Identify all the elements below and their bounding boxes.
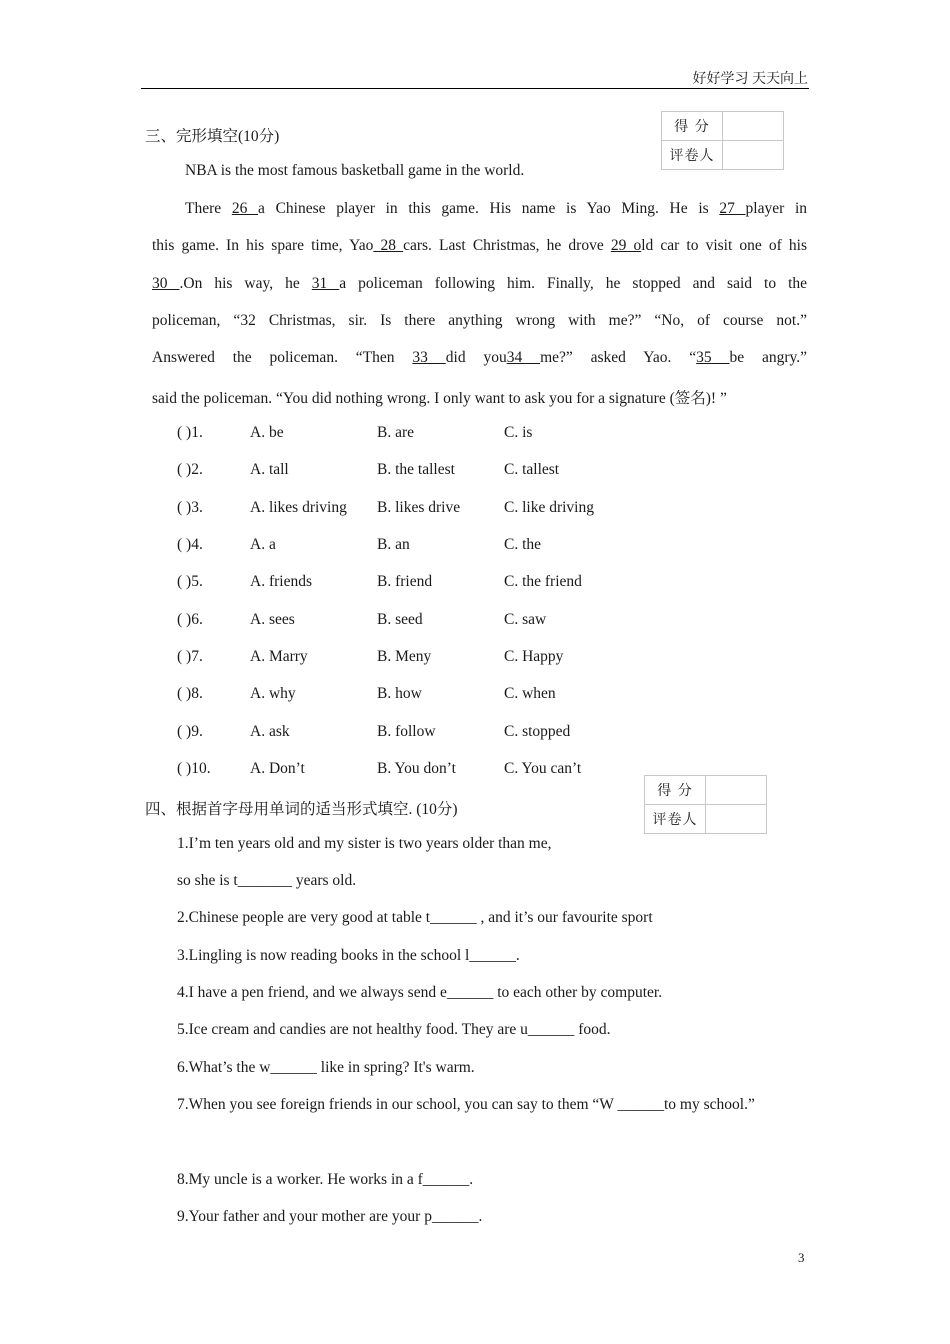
passage-line-3: 30 .On his way, he 31 a policeman following him. Finally, he stopped and said to the [152,275,808,292]
fill-in-item: 2.Chinese people are very good at table t______ , and it’s our favourite sport [177,909,653,926]
option-b: B. how [377,685,422,702]
fill-in-item: 4.I have a pen friend, and we always send e______ to each other by computer. [177,984,663,1001]
score-box-section4 [644,775,767,834]
option-c: C. like driving [504,499,594,516]
option-b: B. seed [377,611,423,628]
option-b: B. likes drive [377,499,461,516]
answer-blank[interactable]: ( )3. [177,499,203,516]
option-a: A. likes driving [250,499,347,516]
answer-blank[interactable]: ( )1. [177,424,203,441]
option-b: B. are [377,424,415,441]
answer-blank[interactable]: ( )5. [177,573,203,590]
option-a: A. a [250,536,276,553]
answer-blank[interactable]: ( )9. [177,723,203,740]
option-c: C. saw [504,611,547,628]
answer-blank[interactable]: ( )4. [177,536,203,553]
option-c: C. You can’t [504,760,582,777]
passage-line-1: There 26 a Chinese player in this game. His name is Yao Ming. He is 27 player in [185,200,807,217]
option-b: B. an [377,536,410,553]
answer-blank[interactable]: ( )8. [177,685,203,702]
section3-intro: NBA is the most famous basketball game in the world. [185,162,525,179]
answer-blank[interactable]: ( )10. [177,760,211,777]
passage-line-2: this game. In his spare time, Yao 28 cars. Last Christmas, he drove 29 old car to visit one of his [152,237,807,254]
option-c: C. Happy [504,648,564,665]
option-a: A. be [250,424,284,441]
option-b: B. follow [377,723,436,740]
option-b: B. Meny [377,648,432,665]
option-a: A. sees [250,611,295,628]
score-cell[interactable] [723,112,784,141]
page-number: 3 [798,1250,805,1265]
section4-title: 四、根据首字母用单词的适当形式填空. (10分) [145,801,458,818]
passage-line-4: policeman, “32 Christmas, sir. Is there anything wrong with me?” “No, of course not.” [152,312,807,329]
fill-in-item: 6.What’s the w______ like in spring? It's warm. [177,1059,475,1076]
option-c: C. tallest [504,461,560,478]
fill-in-item: 8.My uncle is a worker. He works in a f______. [177,1171,474,1188]
score-label: 得 分 [645,776,706,805]
fill-in-item: 9.Your father and your mother are your p______. [177,1208,483,1225]
option-c: C. the friend [504,573,582,590]
answer-blank[interactable]: ( )7. [177,648,203,665]
option-a: A. tall [250,461,289,478]
grader-label: 评卷人 [645,805,706,834]
option-c: C. when [504,685,556,702]
option-a: A. friends [250,573,312,590]
option-c: C. stopped [504,723,571,740]
header-motto: 好好学习 天天向上 [692,72,808,87]
fill-in-item: so she is t_______ years old. [177,872,357,889]
passage-line-6: said the policeman. “You did nothing wrong. I only want to ask you for a signature (签名)! ” [152,390,727,407]
option-b: B. the tallest [377,461,455,478]
option-a: A. Don’t [250,760,305,777]
score-label: 得 分 [662,112,723,141]
option-a: A. ask [250,723,290,740]
option-b: B. You don’t [377,760,456,777]
fill-in-item: 5.Ice cream and candies are not healthy food. They are u______ food. [177,1021,611,1038]
answer-blank[interactable]: ( )2. [177,461,203,478]
option-a: A. why [250,685,296,702]
option-b: B. friend [377,573,433,590]
fill-in-item: 7.When you see foreign friends in our school, you can say to them “W ______to my school.” [177,1096,755,1113]
option-a: A. Marry [250,648,308,665]
grader-label: 评卷人 [662,141,723,170]
answer-blank[interactable]: ( )6. [177,611,203,628]
option-c: C. is [504,424,533,441]
option-c: C. the [504,536,542,553]
fill-in-item: 1.I’m ten years old and my sister is two years older than me, [177,835,552,852]
header-divider [141,88,809,89]
fill-in-item: 3.Lingling is now reading books in the school l______. [177,947,520,964]
grader-cell[interactable] [706,805,767,834]
section3-title: 三、完形填空(10分) [145,128,280,145]
score-cell[interactable] [706,776,767,805]
grader-cell[interactable] [723,141,784,170]
score-box-section3 [661,111,784,170]
passage-line-5: Answered the policeman. “Then 33 did you34 me?” asked Yao. “35 be angry.” [152,349,808,366]
